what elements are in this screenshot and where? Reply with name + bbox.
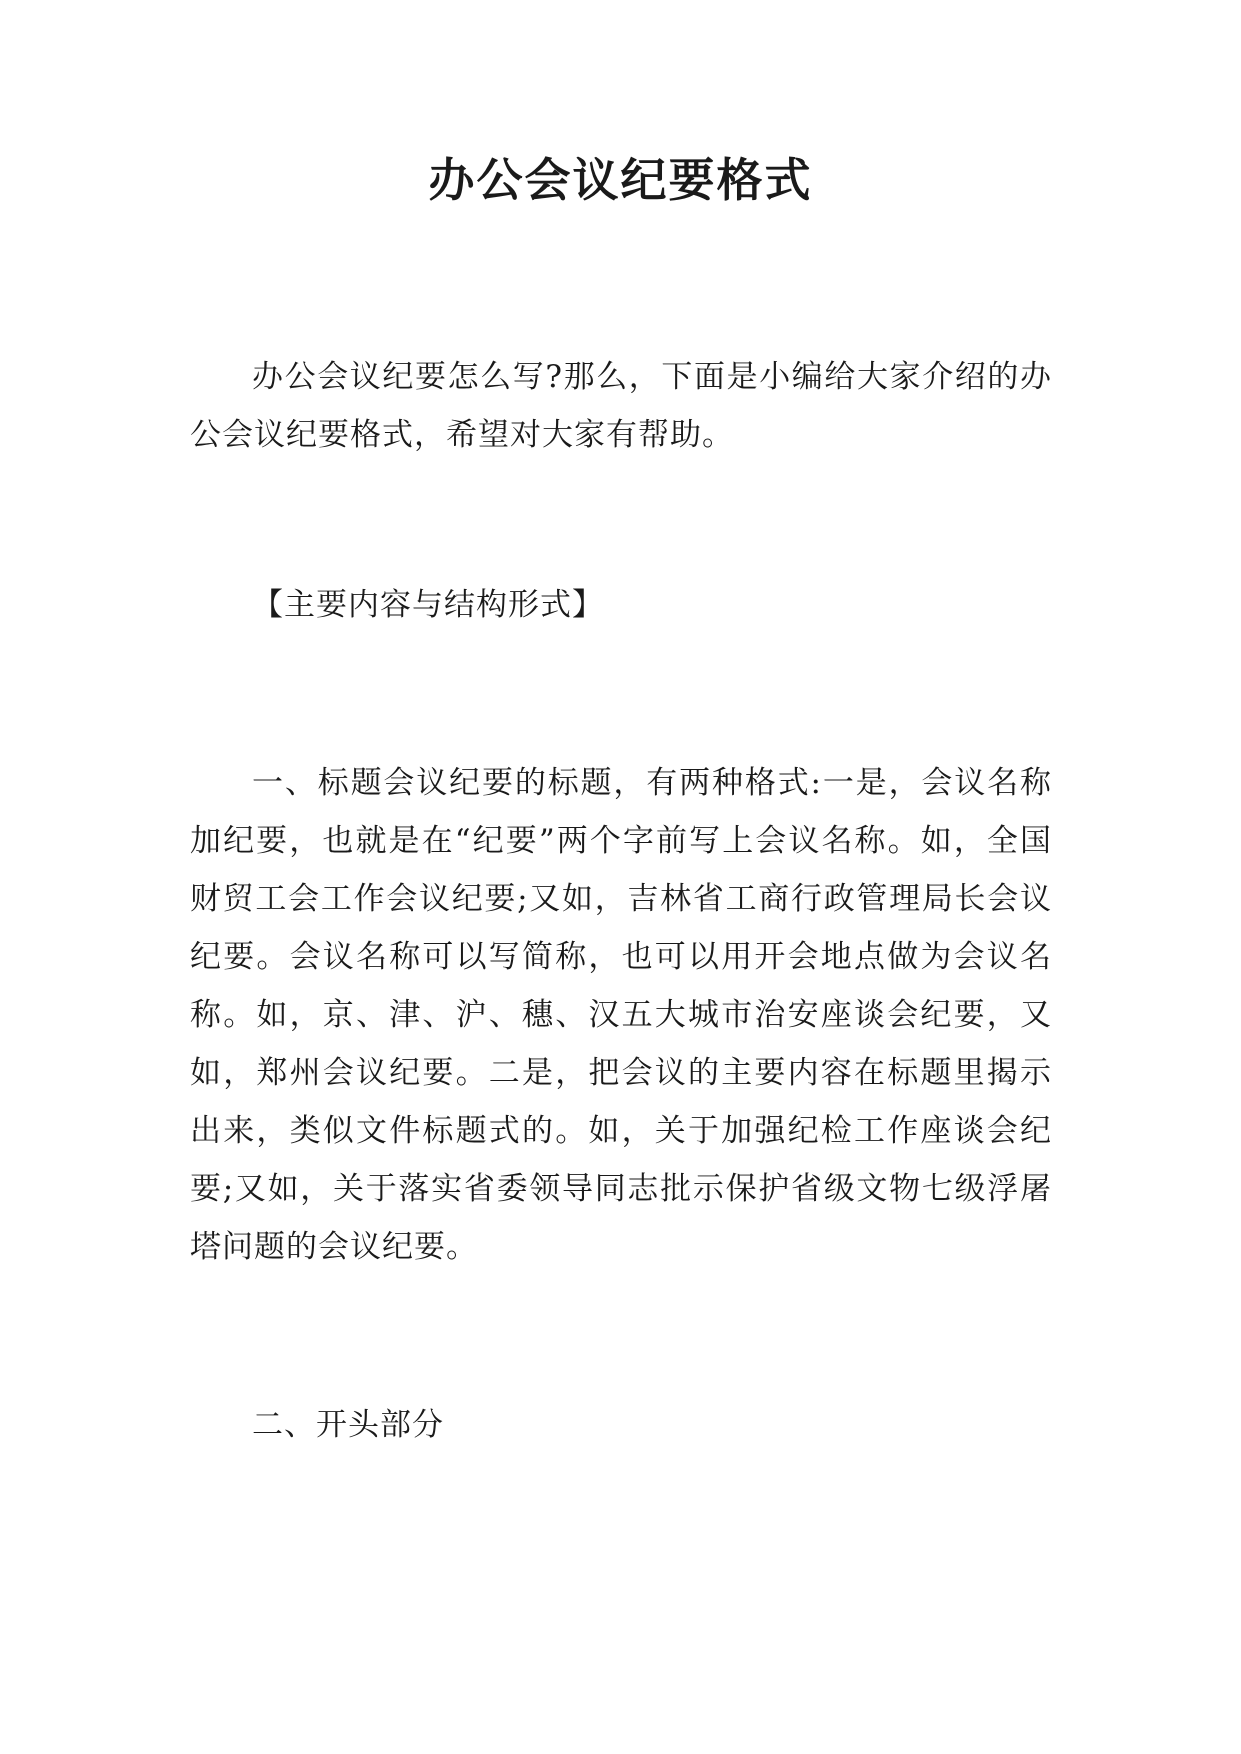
title-section-paragraph: 一、标题会议纪要的标题，有两种格式:一是，会议名称加纪要，也就是在“纪要”两个字前写上会议名称。如，全国财贸工会工作会议纪要;又如，吉林省工商行政管理局长会议纪要。会议名称可以写简称，也可以用开会地点做为会议名称。如，京、津、沪、穗、汉五大城市治安座谈会纪要，又如，郑州会议纪要。二是，把会议的主要内容在标题里揭示出来，类似文件标题式的。如，关于加强纪检工作座谈会纪要;又如，关于落实省委领导同志批示保护省级文物七级浮屠塔问题的会议纪要。 [190,765,1052,1265]
section-header: 【主要内容与结构形式】 [252,587,604,623]
intro-paragraph: 办公会议纪要怎么写?那么，下面是小编给大家介绍的办公会议纪要格式，希望对大家有帮助。 [190,359,1052,453]
document-title: 办公会议纪要格式 [428,153,813,207]
opening-section-heading: 二、开头部分 [252,1407,444,1443]
